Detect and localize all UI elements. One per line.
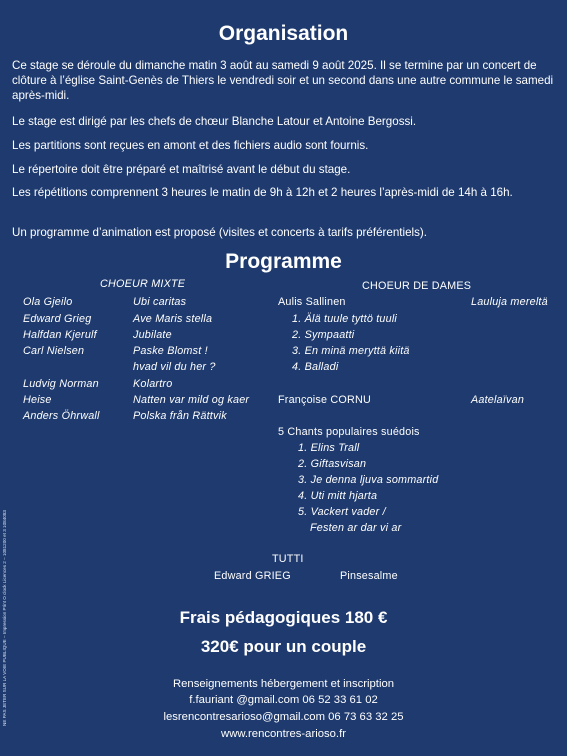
work: Kolartro (133, 378, 173, 390)
organisation-paragraph: Le répertoire doit être préparé et maîtrisé avant le début du stage. (12, 163, 351, 176)
work: Paske Blomst ! (133, 345, 208, 357)
work: hvad vil du her ? (133, 361, 216, 373)
list-item: 5. Vackert vader / (298, 506, 386, 518)
work: Natten var mild og kaer (133, 394, 250, 406)
list-item: 2. Sympaatti (292, 329, 355, 341)
side-legal-note: NE PAS JETER SUR LA VOIE PUBLIQUE – Impression Print O clock Licences 2 – 1081200 et 3 1084083 (2, 510, 7, 726)
work: Pinsesalme (340, 570, 398, 582)
list-item: 4. Uti mitt hjarta (298, 490, 378, 502)
list-item: 4. Balladi (292, 361, 339, 373)
work: Polska från Rättvik (133, 410, 227, 422)
tutti-heading: TUTTI (272, 553, 304, 565)
composer: Françoise CORNU (278, 394, 371, 406)
fees-line: Frais pédagogiques 180 € (179, 608, 388, 627)
contact-email-phone[interactable]: lesrencontresarioso@gmail.com 06 73 63 32 25 (163, 711, 404, 723)
work: Ave Maris stella (133, 313, 213, 325)
website-link[interactable]: www.rencontres-arioso.fr (221, 728, 346, 740)
composer: Heise (23, 394, 52, 406)
programme-title: Programme (225, 250, 342, 273)
organisation-paragraph: Un programme d’animation est proposé (visites et concerts à tarifs préférentiels). (12, 226, 427, 239)
contact-heading: Renseignements hébergement et inscription (172, 678, 395, 690)
organisation-title: Organisation (218, 22, 349, 45)
composer: Edward Grieg (23, 313, 92, 325)
composer: Ludvig Norman (23, 378, 99, 390)
composer: Halfdan Kjerulf (23, 329, 97, 341)
list-item: 3. En minä meryttä kiitä (292, 345, 410, 357)
choeur-dames-heading: CHOEUR DE DAMES (362, 280, 472, 292)
composer: Aulis Sallinen (278, 296, 346, 308)
work: Aatelaïvan (471, 394, 525, 406)
work: Ubi caritas (133, 296, 187, 308)
work: Lauluja mereltä (471, 296, 548, 308)
list-item: 3. Je denna ljuva sommartid (298, 474, 439, 486)
composer: Ola Gjeilo (23, 296, 73, 308)
organisation-paragraph: Le stage est dirigé par les chefs de chœur Blanche Latour et Antoine Bergossi. (12, 115, 417, 128)
list-item: 1. Elins Trall (298, 442, 360, 454)
choeur-mixte-heading: CHOEUR MIXTE (100, 278, 186, 290)
fees-line: 320€ pour un couple (200, 637, 367, 656)
composer: Anders Öhrwall (23, 410, 100, 422)
contact-email-phone[interactable]: f.fauriant @gmail.com 06 52 33 61 02 (189, 694, 378, 706)
organisation-paragraph: Les partitions sont reçues en amont et des fichiers audio sont fournis. (12, 139, 369, 152)
organisation-paragraph: Ce stage se déroule du dimanche matin 3 août au samedi 9 août 2025. Il se termine par un concert de clôture à l’église Saint-Genès de Thiers le vendredi soir et un second dans une autre commune le samedi après-midi. (12, 59, 554, 102)
list-item: 1. Älä tuule tyttö tuuli (292, 313, 398, 325)
composer: Carl Nielsen (23, 345, 85, 357)
composer: Edward GRIEG (214, 570, 291, 582)
chants-title: 5 Chants populaires suédois (278, 426, 420, 438)
work: Jubilate (133, 329, 172, 341)
organisation-paragraph: Les répétitions comprennent 3 heures le matin de 9h à 12h et 2 heures l’après-midi de 14h à 16h. (12, 186, 513, 199)
list-item: Festen ar dar vi ar (310, 522, 402, 534)
list-item: 2. Giftasvisan (298, 458, 367, 470)
